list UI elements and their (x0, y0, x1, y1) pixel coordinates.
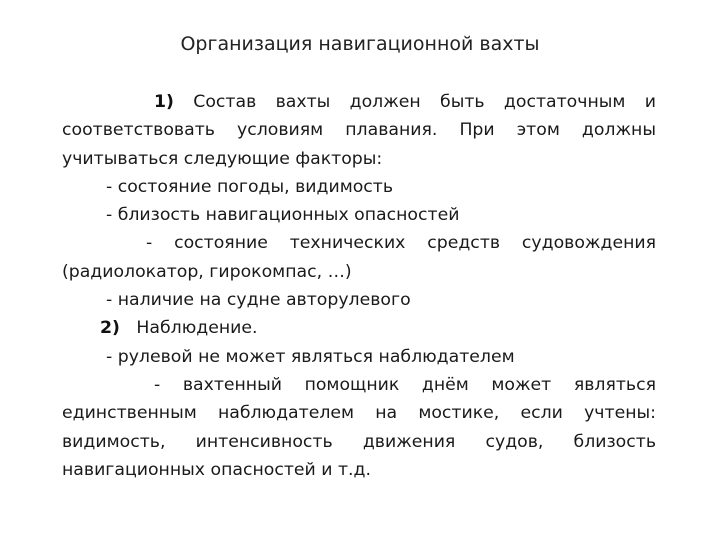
item1-number: 1) (154, 92, 174, 112)
factor-equipment-line1: - состояние технических средств судовождения (146, 233, 656, 254)
factor-hazards: - близость навигационных опасностей (106, 205, 460, 226)
observation-officer-line1: - вахтенный помощник днём может являться (154, 374, 656, 395)
factor-autopilot: - наличие на судне авторулевого (106, 290, 411, 311)
item2-text: Наблюдение. (136, 318, 258, 339)
slide-title: Организация навигационной вахты (180, 33, 540, 55)
item1-line1: Состав вахты должен быть достаточным и (193, 92, 656, 112)
item1-first-line (62, 88, 656, 116)
item1-line2: соответствовать условиям плавания. При этом должны (62, 120, 656, 141)
factor-equipment-line2: (радиолокатор, гирокомпас, …) (62, 261, 352, 282)
observation-officer-line4: навигационных опасностей и т.д. (62, 459, 371, 480)
slide-body (62, 88, 656, 484)
factor-weather: - состояние погоды, видимость (106, 176, 394, 197)
item1-line3: учитываться следующие факторы: (62, 148, 383, 169)
item2-heading (62, 314, 656, 342)
item2-number: 2) (100, 318, 120, 339)
observation-officer-line2: единственным наблюдателем на мостике, если учтены: (62, 403, 656, 424)
observation-officer-line3: видимость, интенсивность движения судов, близость (62, 431, 656, 452)
observation-helmsman: - рулевой не может являться наблюдателем (106, 346, 515, 367)
